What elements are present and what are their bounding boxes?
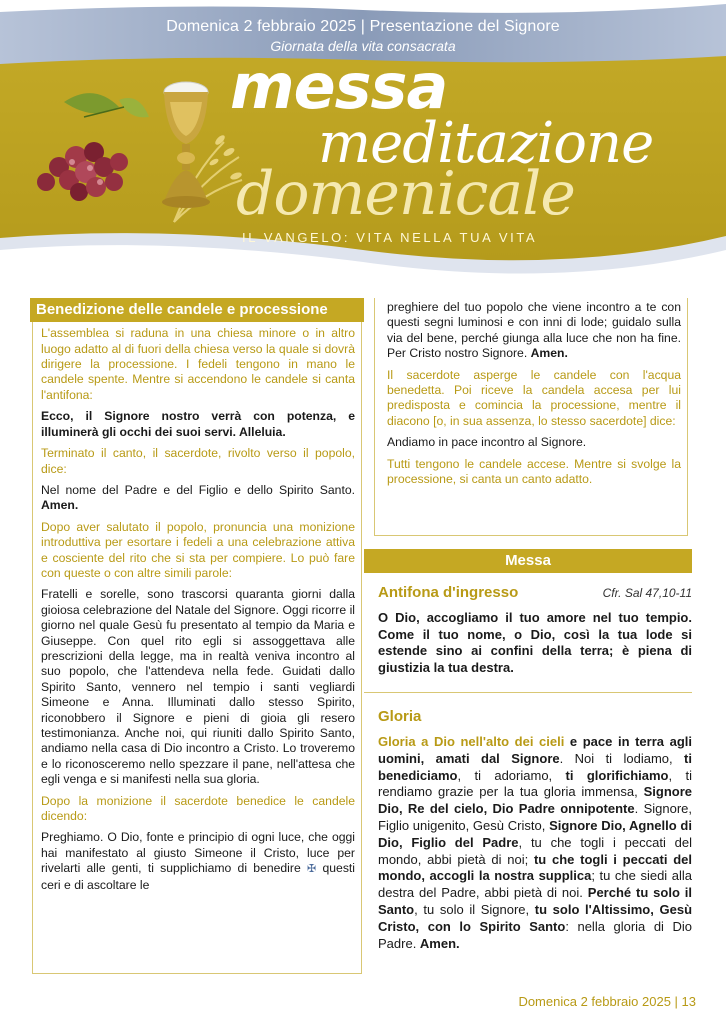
gloria-plain: , tu che togli i peccati del mondo, abbi pietà di noi; — [378, 834, 693, 867]
section-heading-messa: Messa — [364, 549, 692, 573]
prayer-paragraph: Andiamo in pace incontro al Signore. — [387, 435, 587, 450]
rubric-paragraph: L'assemblea si raduna in una chiesa minore o in altro luogo adatto al di fuori della chiesa verso la quale si dovrà dirigere la processione. I fedeli tengono in mano le candele spente. Mentre si accendono le candele si canta l'antifona: — [41, 326, 355, 402]
prayer-paragraph — [41, 830, 355, 893]
prayer-text: questi ceri e di ascoltare le — [41, 861, 356, 892]
prayer-paragraph — [387, 300, 681, 362]
gloria-plain: : nella gloria di Dio Padre. — [378, 918, 692, 951]
gloria-plain: , ti rendiamo grazie per la tua gloria immensa, — [378, 767, 692, 800]
monizione-paragraph: Fratelli e sorelle, sono trascorsi quaranta giorni dalla gioiosa celebrazione del Natale del Signore. Oggi ricorre il giorno nel quale Gesù fu presentato al tempio da Maria e Giuseppe. Con quel rito egli si assoggettava alle prescrizioni della legge, ma in realtà veniva incontro al suo popolo, che l'attendeva nella fede. Guidati dallo Spirito Santo, vennero nel tempio i santi vegliardi Simeone e Anna. Illuminati dallo stesso Spirito, riconobbero il Signore e pieni di gioia gli resero testimonianza. Anche noi, qui riuniti dallo Spirito Santo, andiamo nella casa di Dio incontro a Cristo. Lo troveremo e lo riconosceremo nello spezzare il pane, nell'attesa che egli venga e si manifesti nella sua gloria. — [41, 587, 355, 787]
gloria-plain: , tu solo il Signore, — [414, 901, 535, 917]
rubric-paragraph: Il sacerdote asperge le candele con l'acqua benedetta. Poi riceve la candela accesa per lui predisposta e comincia la processione, mentre il diacono [o, in sua assenza, lo stesso sacerdote] dice: — [387, 367, 681, 428]
prayer-text: Nel nome del Padre e del Figlio e dello Spirito Santo. — [41, 482, 355, 497]
amen-text: Amen. — [530, 346, 568, 361]
gloria-bold: Amen. — [419, 935, 460, 951]
benedizione-box — [32, 322, 362, 974]
title-domenicale: domenicale — [236, 159, 575, 229]
prayer-paragraph — [41, 483, 355, 514]
gloria-rubric: Gloria a Dio nell'alto dei cieli — [378, 734, 565, 749]
header-subtitle: Giornata della vita consacrata — [270, 38, 456, 54]
right-column — [374, 298, 692, 536]
antifona-paragraph: Ecco, il Signore nostro verrà con potenza, e illuminerà gli occhi dei suoi servi. Alleluia. — [41, 409, 355, 439]
antifona-text: O Dio, accogliamo il tuo amore nel tuo tempio. Come il tuo nome, o Dio, così la tua lode si estende sino ai confini della terra; è piena di giustizia la tua destra. — [378, 610, 692, 675]
gloria-bold: tu solo l'Altissimo, Gesù Cristo, con lo Spirito Santo — [378, 901, 693, 934]
prayer-text: preghiere del tuo popolo che viene incontro a te con questi segni luminosi e con inni di lode; guidalo sulla via del bene, perché giunga alla luce che non ha fine. Per Cristo nostro Signore. — [387, 300, 681, 361]
title-messa: messa — [230, 50, 448, 123]
header-banner — [0, 0, 726, 286]
gloria-bold: Signore Dio, Re del cielo, Dio Padre onnipotente — [378, 784, 692, 817]
gloria-plain: . Noi ti lodiamo, — [559, 750, 685, 766]
gloria-bold: ti benediciamo — [378, 750, 692, 783]
gloria-bold: Perché tu solo il Santo — [378, 885, 692, 917]
gloria-plain: ; tu che siedi alla destra del Padre, abbi pietà di noi. — [378, 868, 692, 901]
gloria-bold: tu che togli i peccati del mondo, accogli la nostra supplica — [378, 851, 692, 884]
rubric-paragraph: Dopo aver salutato il popolo, pronuncia una monizione introduttiva per esortare i fedeli a una celebrazione attiva e cosciente del rito che si sta per compiere. Lo può fare con queste o con altre simili parole: — [41, 519, 355, 580]
antifona-title: Antifona d'ingresso — [378, 584, 519, 601]
rubric-paragraph: Dopo la monizione il sacerdote benedice le candele dicendo: — [41, 793, 355, 824]
section-divider — [364, 692, 692, 693]
gloria-plain: , ti adoriamo, — [457, 767, 566, 783]
gloria-title: Gloria — [378, 708, 422, 725]
left-column — [30, 298, 364, 974]
page-footer: Domenica 2 febbraio 2025 | 13 — [518, 994, 696, 1009]
title-meditazione: meditazione — [318, 111, 654, 176]
rubric-paragraph: Tutti tengono le candele accese. Mentre si svolge la processione, si canta un canto adatto. — [387, 456, 681, 487]
blessing-cross-icon: ✠ — [307, 863, 317, 876]
amen-text: Amen. — [41, 498, 79, 513]
benedizione-continued-box — [374, 298, 688, 536]
gloria-bold: e pace in terra agli uomini, amati dal Signore — [378, 734, 692, 766]
gloria-text — [378, 734, 692, 952]
chalice-grapes-illustration — [24, 62, 244, 232]
gloria-plain: . Signore, Figlio unigenito, Gesù Cristo, — [378, 801, 692, 833]
prayer-text: Preghiamo. O Dio, fonte e principio di ogni luce, che oggi hai manifestato al giusto Simeone il Cristo, luce per rivelarti alle genti, ti supplichiamo di benedire — [41, 830, 355, 876]
gloria-bold: ti glorifichiamo — [565, 767, 669, 783]
header-tagline: IL VANGELO: VITA NELLA TUA VITA — [242, 230, 538, 245]
header-date-line: Domenica 2 febbraio 2025 | Presentazione del Signore — [166, 18, 560, 35]
rubric-paragraph: Terminato il canto, il sacerdote, rivolto verso il popolo, dice: — [41, 446, 355, 476]
antifona-reference: Cfr. Sal 47,10-11 — [602, 586, 692, 600]
gloria-bold: Signore Dio, Agnello di Dio, Figlio del Padre — [378, 817, 692, 850]
section-heading-benedizione: Benedizione delle candele e processione — [30, 298, 364, 322]
